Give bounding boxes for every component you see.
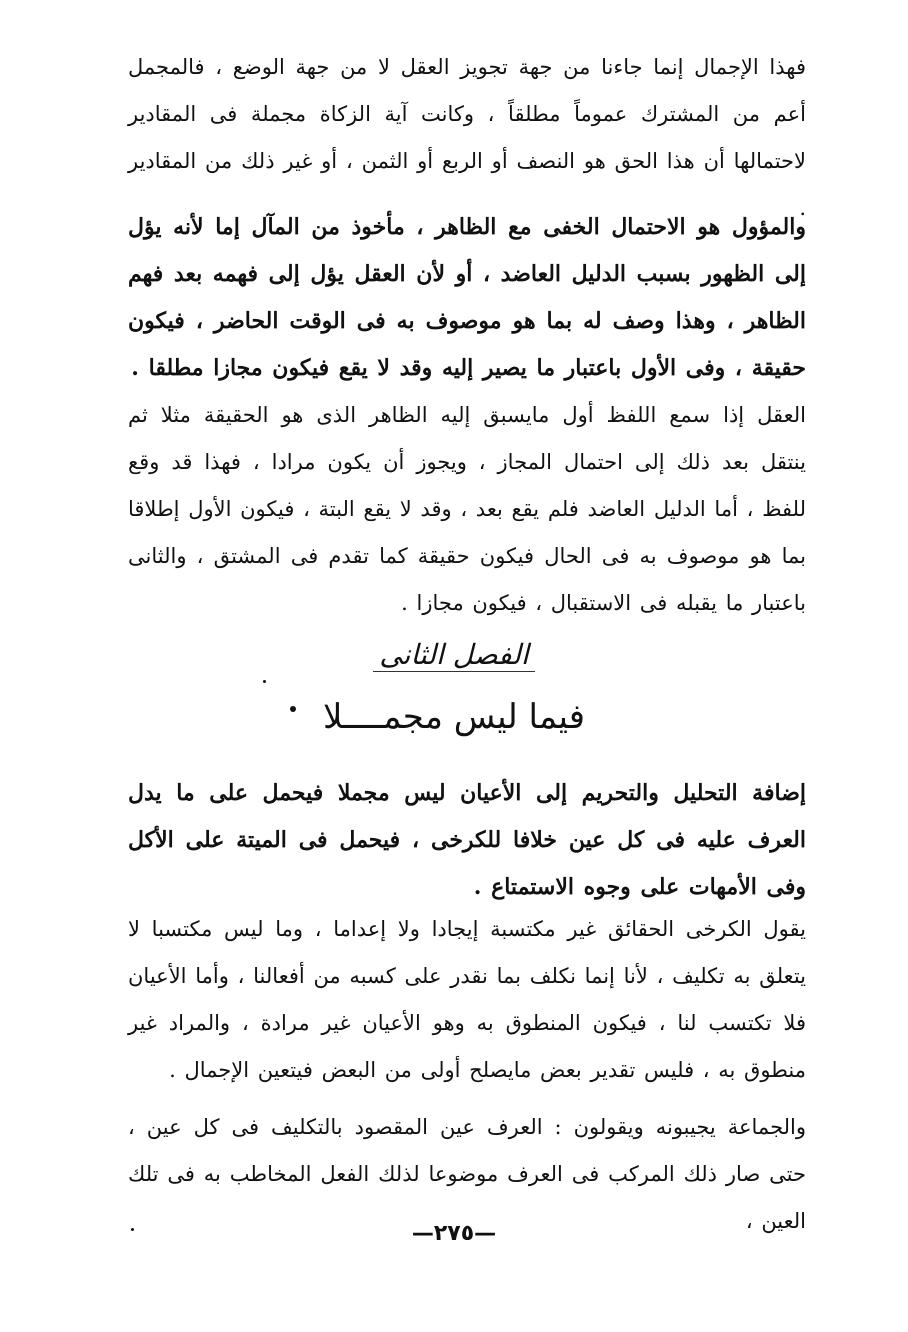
print-speck: [290, 706, 296, 712]
page-number: —٢٧٥—: [411, 1221, 497, 1246]
paragraph-jamaa-response: والجماعة يجيبونه ويقولون : العرف عين المقصود بالتكليف فى كل عين ، حتى صار ذلك المركب فى العرف موضوعا لذلك الفعل المخاطب به فى تلك العين ،: [128, 1115, 806, 1233]
section-heading-text: الفصل الثانى: [373, 638, 534, 672]
paragraph-karkhi-argument: يقول الكرخى الحقائق غير مكتسبة إيجادا ولا إعداما ، وما ليس مكتسبا لا يتعلق به تكليف ، لأنا إنما نكلف بما نقدر على كسبه من أفعالنا ، وأما الأعيان فلا تكتسب لنا ، فيكون المنطوق به وهو الأعيان غير مرادة ، والمراد غير منطوق به ، فليس تقدير بعض مايصلح أولى من البعض فيتعين الإجمال .: [128, 917, 806, 1082]
paragraph-ijmal-explanation: فهذا الإجمال إنما جاءنا من جهة تجويز العقل لا من جهة الوضع ، فالمجمل أعم من المشترك عموماً مطلقاً ، وكانت آية الزكاة مجملة فى المقادير لاحتمالها أن هذا الحق هو النصف أو الربع أو الثمن ، أو غير ذلك من المقادير .: [128, 55, 806, 220]
print-speck: [263, 680, 266, 683]
paragraph-tahlil-tahrim-rule: إضافة التحليل والتحريم إلى الأعيان ليس مجملا فيحمل على ما يدل العرف عليه فى كل عين خلافا للكرخى ، فيحمل فى الميتة على الأكل وفى الأمهات على وجوه الاستمتاع .: [128, 780, 806, 900]
paragraph-muawwal-definition: والمؤول هو الاحتمال الخفى مع الظاهر ، مأخوذ من المآل إما لأنه يؤل إلى الظهور بسبب الدليل العاضد ، أو لأن العقل يؤل إلى فهمه بعد فهم الظاهر ، وهذا وصف له بما هو موصوف به فى الوقت الحاضر ، فيكون حقيقة ، وفى الأول باعتبار ما يصير إليه وقد لا يقع فيكون مجازا مطلقا .: [128, 214, 806, 381]
paragraph-muawwal-commentary: العقل إذا سمع اللفظ أول مايسبق إليه الظاهر الذى هو الحقيقة مثلا ثم ينتقل بعد ذلك إلى احتمال المجاز ، ويجوز أن يكون مرادا ، فهذا قد وقع للفظ ، أما الدليل العاضد فلم يقع بعد ، وقد لا يقع البتة ، فيكون الأول إطلاقا بما هو موصوف به فى الحال فيكون حقيقة كما تقدم فى المشتق ، والثانى باعتبار ما يقبله فى الاستقبال ، فيكون مجازا .: [128, 403, 806, 615]
print-speck: [131, 1228, 134, 1231]
section-title: فيما ليس مجمــــلا: [322, 697, 586, 737]
section-heading: [0, 635, 908, 675]
